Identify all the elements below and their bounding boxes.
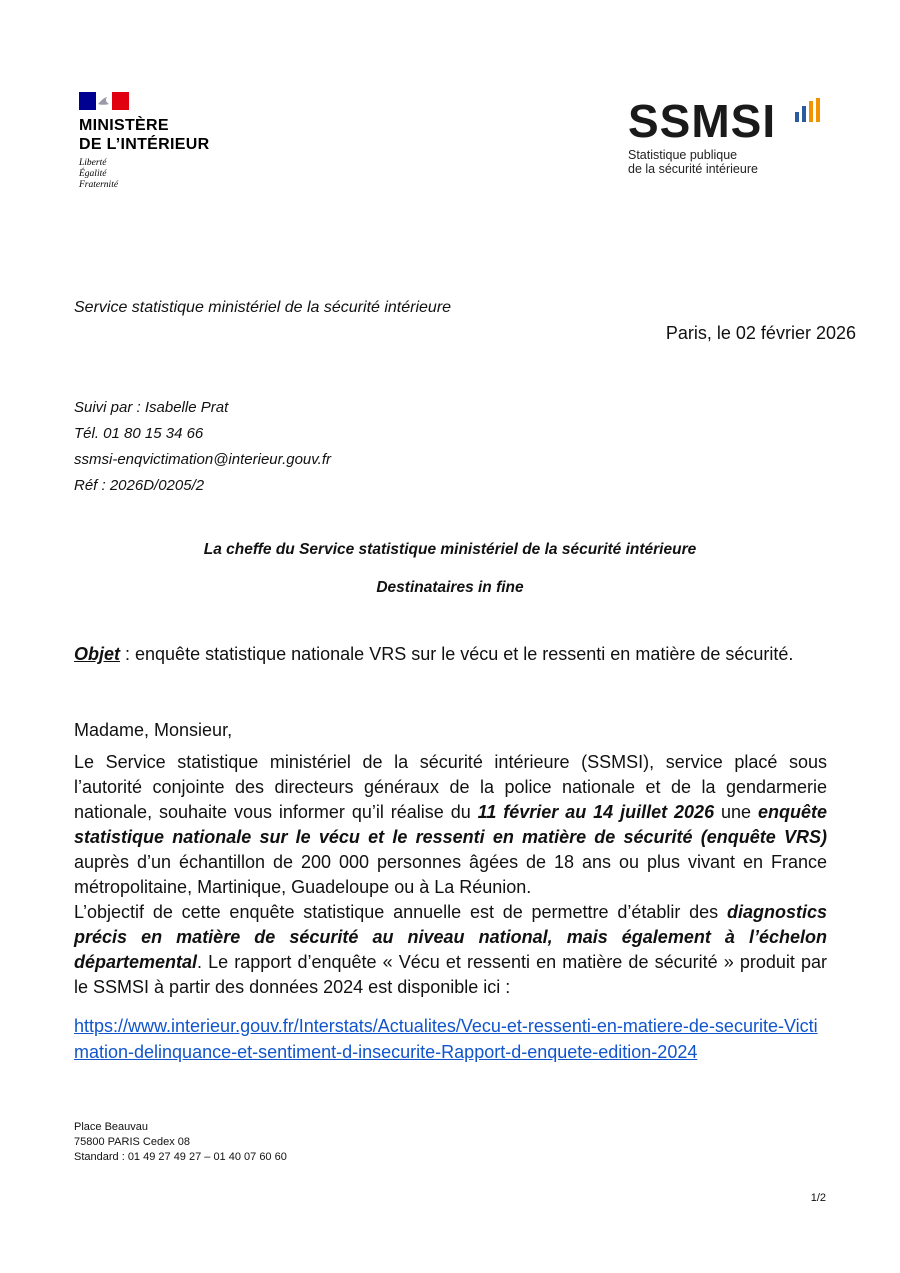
ssmsi-wordmark: SSMSI xyxy=(628,95,777,147)
p1-text-a: Le Service statistique ministériel de la sécurité intérieure (SSMSI), service placé sous l’autorité conjointe des directeurs généraux de la police nationale et de la gendarmerie nationale, souhaite vous informer qu’il réalise du xyxy=(74,752,827,822)
recipients: Destinataires in fine xyxy=(376,579,524,596)
salutation: Madame, Monsieur, xyxy=(74,720,233,740)
p1-survey-name: enquête statistique nationale sur le vécu et le ressenti en matière de sécurité (enquête VRS) xyxy=(74,802,827,847)
letter-body xyxy=(74,750,827,1000)
p2-text-a: L’objectif de cette enquête statistique annuelle est de permettre d’établir des xyxy=(74,902,727,922)
service-name: Service statistique ministériel de la sécurité intérieure xyxy=(74,299,452,316)
devise-fraternite: Fraternité xyxy=(79,180,119,190)
letter-date: Paris, le 02 février 2026 xyxy=(665,323,856,343)
paragraph-1 xyxy=(74,750,827,900)
contact-followed-by: Suivi par : Isabelle Prat xyxy=(74,399,229,416)
footer-line1: Place Beauvau xyxy=(74,1121,148,1133)
subject-line xyxy=(74,642,827,667)
subject-label: Objet xyxy=(74,644,121,664)
p1-dates: 11 février au 14 juillet 2026 xyxy=(477,802,715,822)
ministry-name-line1: MINISTÈRE xyxy=(79,117,169,134)
page-number: 1/2 xyxy=(810,1192,826,1204)
contact-phone: Tél. 01 80 15 34 66 xyxy=(74,425,204,442)
marianne-flag-icon xyxy=(79,92,129,110)
footer-line2: 75800 PARIS Cedex 08 xyxy=(74,1136,190,1148)
contact-email: ssmsi-enqvictimation@interieur.gouv.fr xyxy=(74,451,331,468)
contact-reference: Réf : 2026D/0205/2 xyxy=(74,477,205,494)
contact-block xyxy=(74,395,331,499)
bar-chart-icon xyxy=(794,98,824,128)
p1-text-c: une xyxy=(714,802,758,822)
sender-title: La cheffe du Service statistique ministériel de la sécurité intérieure xyxy=(203,541,697,558)
p1-text-e: auprès d’un échantillon de 200 000 personnes âgées de 18 ans ou plus vivant en France métropolitaine, Martinique, Guadeloupe ou à La Réunion. xyxy=(74,852,827,897)
ssmsi-subtitle-line1: Statistique publique xyxy=(628,148,738,162)
p2-text-c: . Le rapport d’enquête « Vécu et ressenti en matière de sécurité » produit par le SSMSI à partir des données 2024 est disponible ici : xyxy=(74,952,827,997)
report-link[interactable]: https://www.interieur.gouv.fr/Interstats/Actualites/Vecu-et-ressenti-en-matiere-de-securite-Victimation-delinquance-et-sentiment-d-insecurite-Rapport-d-enquete-edition-2024 xyxy=(74,1016,818,1062)
devise-egalite: Égalité xyxy=(79,169,107,179)
footer-line3: Standard : 01 49 27 49 27 – 01 40 07 60 60 xyxy=(74,1151,287,1163)
ssmsi-subtitle-line2: de la sécurité intérieure xyxy=(628,162,758,176)
subject-text: : enquête statistique nationale VRS sur le vécu et le ressenti en matière de sécurité. xyxy=(120,644,794,664)
ssmsi-logo xyxy=(628,95,777,176)
p2-diagnostics: diagnostics précis en matière de sécurité au niveau national, mais également à l’échelon départemental xyxy=(74,902,827,972)
paragraph-2 xyxy=(74,900,827,1000)
ministry-name-line2: DE L’INTÉRIEUR xyxy=(79,136,210,153)
ministere-interieur-logo xyxy=(79,92,209,191)
footer-address xyxy=(74,1120,287,1165)
devise-liberte: Liberté xyxy=(79,158,107,168)
